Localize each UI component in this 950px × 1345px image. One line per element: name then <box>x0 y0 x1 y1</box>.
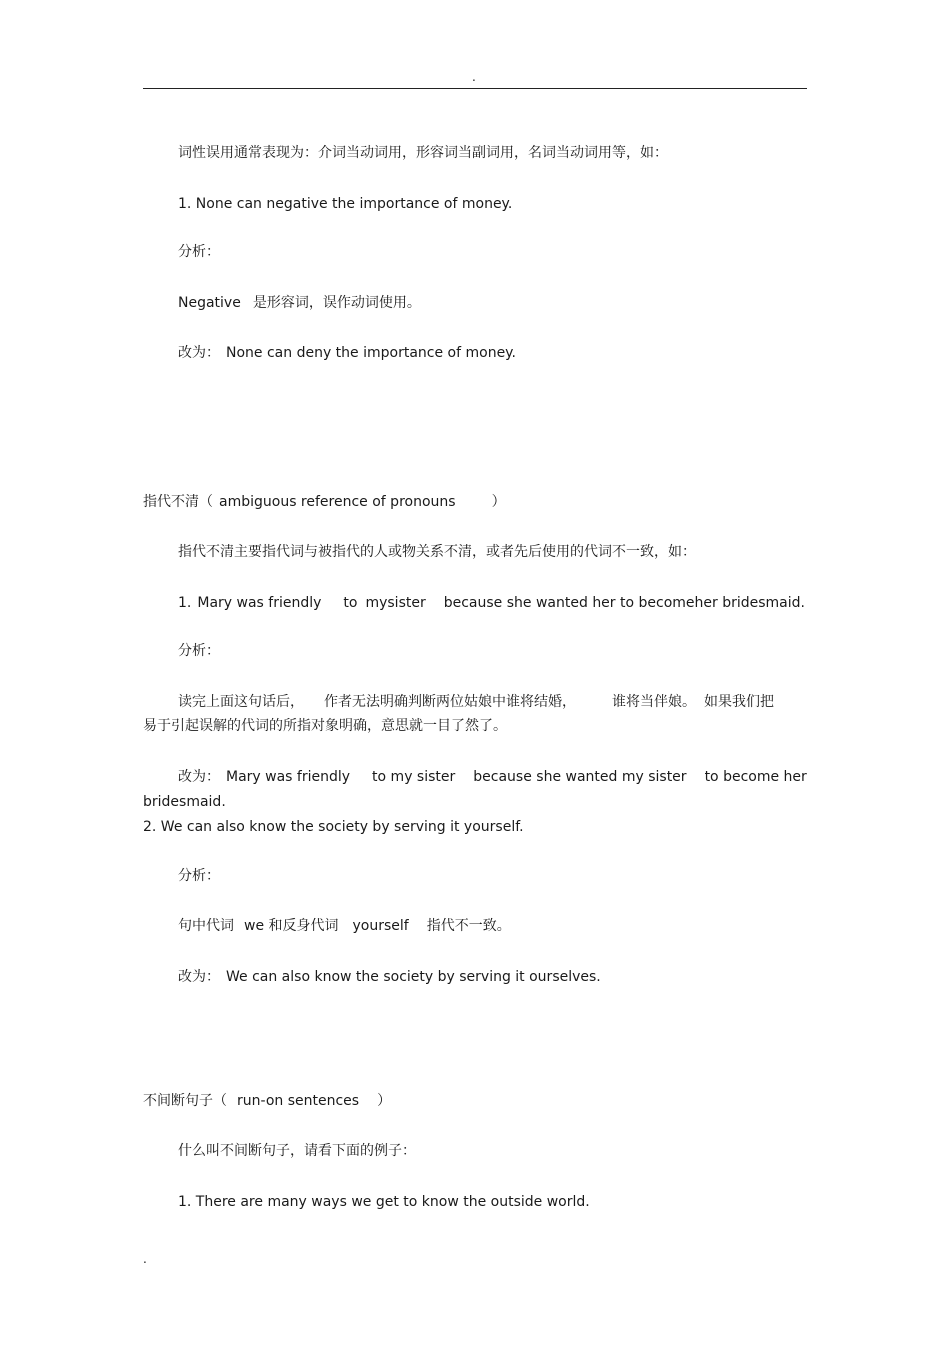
section1-analysis-label: 分析： <box>178 244 220 260</box>
analysis-part: yourself <box>352 918 409 934</box>
heading-close: ） <box>377 1093 392 1109</box>
section2-fix-2 <box>178 967 601 987</box>
fix-text: We can also know the society by serving it ourselves. <box>226 969 601 985</box>
header-mark: . <box>472 70 476 84</box>
example-part: Mary was friendly <box>197 595 322 611</box>
analysis-part: 读完上面这句话后， <box>178 694 304 710</box>
fix-label: 改为： <box>178 769 220 785</box>
section2-example-1 <box>178 593 805 613</box>
header-rule <box>143 88 807 89</box>
footer-mark: . <box>143 1252 147 1266</box>
example-part: to <box>343 595 358 611</box>
analysis-part: we 和反身代词 <box>244 918 339 934</box>
fix-part: because she wanted my sister <box>473 769 687 785</box>
section2-analysis-2 <box>178 916 511 936</box>
fix-label: 改为： <box>178 969 220 985</box>
section2-heading <box>143 492 506 512</box>
fix-label: 改为： <box>178 345 220 361</box>
section1-intro: 词性误用通常表现为：介词当动词用，形容词当副词用，名词当动词用等，如： <box>178 145 668 161</box>
section3-heading <box>143 1091 391 1111</box>
section2-example-2: 2. We can also know the society by serving it yourself. <box>143 819 524 835</box>
section3-example-1: 1. There are many ways we get to know the outside world. <box>178 1194 590 1210</box>
analysis-text: 是形容词，误作动词使用。 <box>252 295 421 311</box>
section2-analysis-label-2: 分析： <box>178 868 220 884</box>
section2-analysis-line-2: 易于引起误解的代词的所指对象明确，意思就一目了然了。 <box>143 718 507 734</box>
heading-close: ） <box>491 494 506 510</box>
example-number: 1. <box>178 595 192 611</box>
section2-fix-1 <box>178 767 807 787</box>
section1-example-1: 1. None can negative the importance of money. <box>178 196 513 212</box>
section2-analysis-label: 分析： <box>178 643 220 659</box>
analysis-part: 指代不一致。 <box>426 918 511 934</box>
section3-intro: 什么叫不间断句子，请看下面的例子： <box>178 1143 416 1159</box>
section2-analysis-line-1 <box>178 692 774 712</box>
section2-fix-1-cont: bridesmaid. <box>143 794 226 810</box>
fix-part: to my sister <box>372 769 456 785</box>
heading-cn: 指代不清（ <box>143 494 213 510</box>
fix-part: Mary was friendly <box>226 769 351 785</box>
analysis-part: 谁将当伴娘。 <box>612 694 696 710</box>
analysis-part: 作者无法明确判断两位姑娘中谁将结婚， <box>324 694 576 710</box>
example-part: because she wanted her to becomeher bridesmaid. <box>443 595 805 611</box>
example-part: mysister <box>365 595 426 611</box>
analysis-part: 如果我们把 <box>704 694 774 710</box>
section1-fix <box>178 343 516 363</box>
analysis-part: 句中代词 <box>178 918 234 934</box>
heading-en: ambiguous reference of pronouns <box>219 494 456 510</box>
section1-analysis <box>178 293 421 313</box>
section2-intro: 指代不清主要指代词与被指代的人或物关系不清，或者先后使用的代词不一致，如： <box>178 544 696 560</box>
fix-part: to become her <box>704 769 807 785</box>
heading-cn: 不间断句子（ <box>143 1093 227 1109</box>
heading-en: run-on sentences <box>237 1093 360 1109</box>
analysis-word: Negative <box>178 295 241 311</box>
fix-text: None can deny the importance of money. <box>226 345 516 361</box>
